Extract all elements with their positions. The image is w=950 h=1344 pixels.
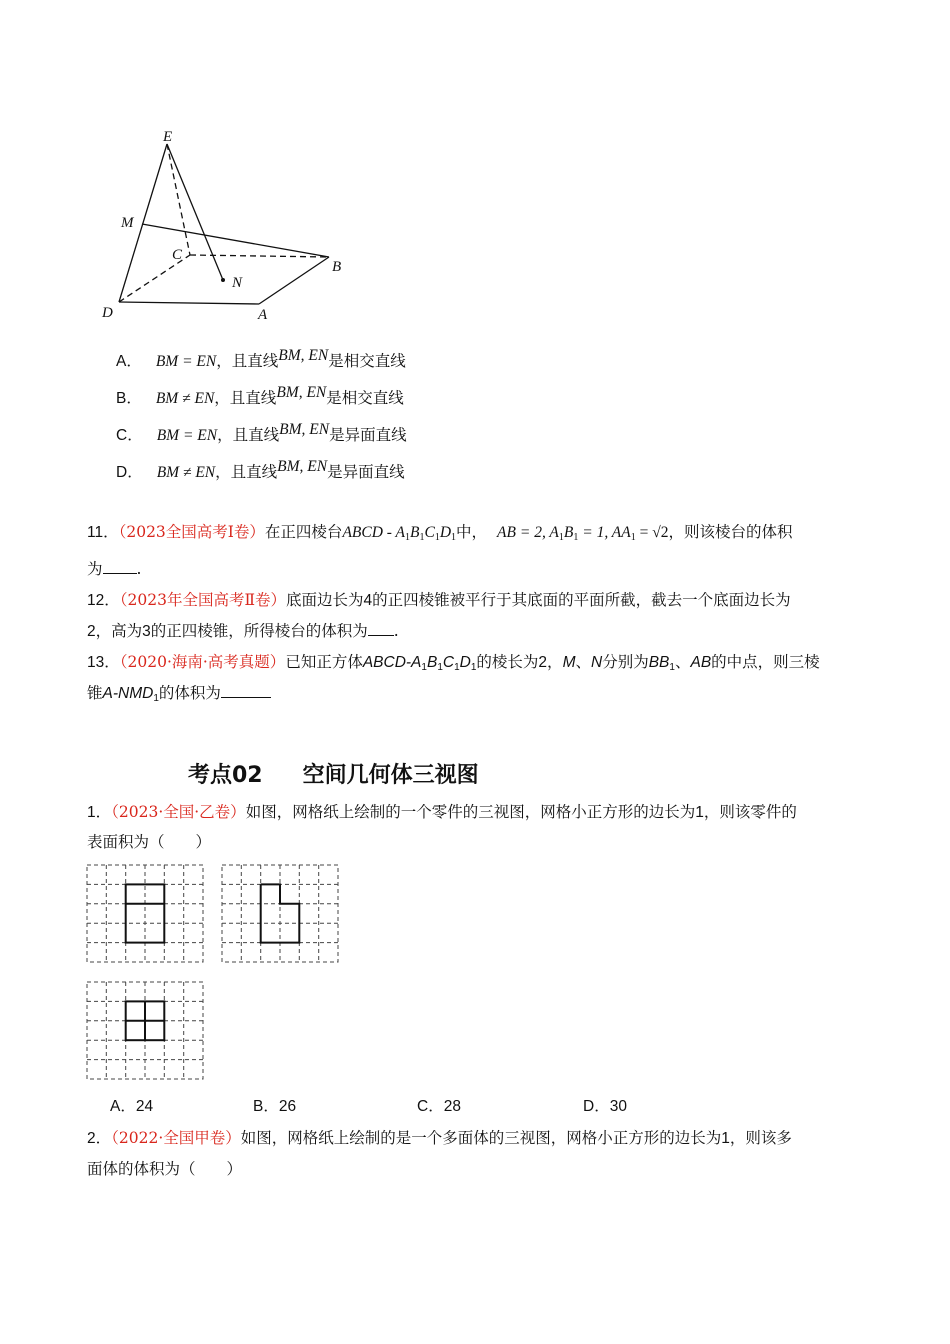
question-11-line2: 为 . (87, 560, 142, 578)
problem-1: 1．（2023·全国·乙卷）如图，网格纸上绘制的一个零件的三视图，网格小正方形的边长为1，则该零件的 (87, 803, 797, 821)
label-M: M (121, 215, 134, 231)
segment-MB (142, 224, 329, 257)
label-E: E (163, 129, 173, 145)
question-13-line2: 锥$A-NMD_1$的体积为 (87, 682, 271, 705)
question-12: 12．（2023年全国高考Ⅱ卷）底面边长为4的正四棱锥被平行于其底面的平面所截，截去一个底面边长为 (87, 591, 791, 609)
edge-EC (167, 144, 190, 255)
pyramid-figure (95, 120, 365, 330)
section-title: 空间几何体三视图 (302, 763, 479, 788)
option-a[interactable]: A． BM = EN，且直线BM, EN是相交直线 (116, 347, 406, 370)
problem-2-line2: 面体的体积为（ ） (87, 1160, 243, 1178)
answer-blank-11[interactable] (103, 559, 137, 574)
problem-1-line2: 表面积为（ ） (87, 833, 212, 851)
option-d[interactable]: D． BM ≠ EN，且直线BM, EN是异面直线 (116, 458, 405, 481)
question-12-line2: 2，高为3的正四棱锥，所得棱台的体积为 . (87, 622, 399, 640)
label-N: N (232, 275, 243, 291)
front-view-grid (86, 864, 206, 964)
section-heading (188, 758, 479, 789)
section-label: 考点02 (188, 763, 263, 788)
problem-2: 2．（2022·全国甲卷）如图，网格纸上绘制的是一个多面体的三视图，网格小正方形的边长为1，则该多 (87, 1129, 792, 1147)
option-c[interactable]: C． BM = EN，且直线BM, EN是异面直线 (116, 421, 407, 444)
choice-a[interactable]: A．24 (110, 1098, 154, 1115)
side-view-grid (221, 864, 341, 964)
label-D: D (102, 305, 113, 321)
option-b[interactable]: B． BM ≠ EN，且直线BM, EN是相交直线 (116, 384, 404, 407)
choice-d[interactable]: D．30 (583, 1098, 627, 1115)
answer-blank-13[interactable] (221, 683, 271, 698)
top-view-grid (86, 981, 206, 1081)
edge-CB (190, 255, 329, 257)
choice-c[interactable]: C．28 (417, 1098, 461, 1115)
label-C: C (172, 247, 183, 263)
edge-AB (259, 257, 329, 304)
choice-b[interactable]: B．26 (253, 1098, 297, 1115)
answer-blank-12[interactable] (368, 621, 394, 636)
label-A: A (258, 307, 268, 323)
question-11: 11．（2023全国高考Ⅰ卷）在正四棱台ABCD - $A_1B_1C_1D_1$中， AB = 2, $A_1B_1 = 1$, $AA_1 = √2$，则该棱台的体积 (87, 523, 793, 543)
point-N (221, 278, 225, 282)
label-B: B (332, 259, 342, 275)
question-13: 13．（2020·海南·高考真题）已知正方体ABCD-$A_1B_1C_1D_1$的棱长为2，M、N分别为$BB_1$、AB的中点，则三棱 (87, 653, 820, 673)
edge-DA (119, 302, 259, 304)
